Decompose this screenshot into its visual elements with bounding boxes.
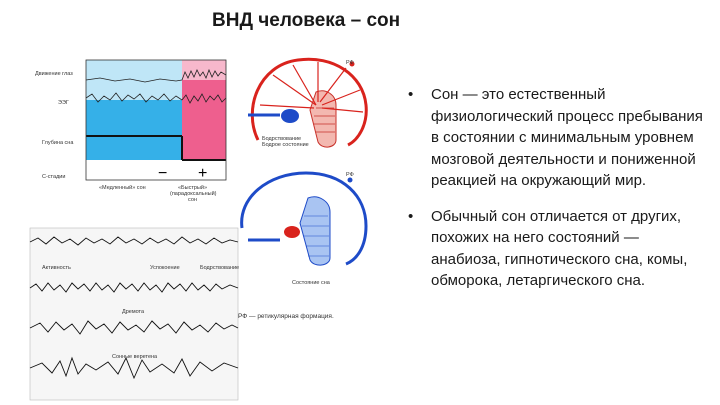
row-label-sleep-depth: Глубина сна [42, 140, 74, 146]
bullet-text-definition: Сон — это естественный физиологический процесс пребывания в состоянии с минимальным уровнем мозговой деятельности и пониженной реакцией на окружающий мир. [431, 86, 703, 189]
sleep-phase-diagram [80, 58, 230, 198]
eeg-label-activity: Активность [42, 265, 71, 271]
bullet-item [405, 84, 705, 192]
sign-minus: − [158, 165, 168, 182]
rf-label-awake: РФ [346, 60, 354, 66]
awake-state-label: Бодрствование Бодрое состояние [262, 136, 309, 148]
sleep-state-label: Состояние сна [292, 280, 330, 286]
bullet-text-comparison: Обычный сон отличается от других, похожих на него состояний — анабиоза, гипнотического сна, комы, обморока, летаргического сна. [431, 207, 688, 289]
bullet-dot: • [408, 86, 414, 103]
slide-title: ВНД человека – сон [212, 10, 401, 31]
phase-label-slow: «Медленный» сон [99, 185, 146, 191]
bullet-item [405, 206, 705, 292]
eeg-label-spindles: Сонные веретена [112, 354, 158, 360]
eeg-label-drowsy: Дремота [122, 309, 145, 315]
eeg-label-calm: Успокоение [150, 265, 180, 271]
bullet-dot: • [408, 207, 414, 225]
rf-label-sleep: РФ [346, 172, 354, 178]
brain-sleep-diagram [238, 168, 378, 278]
row-label-eeg: ЭЭГ [58, 100, 69, 106]
sign-plus: + [198, 165, 208, 182]
rf-legend: РФ — ретикулярная формация. [238, 313, 334, 320]
eeg-label-awake: Бодрствование [200, 265, 240, 271]
row-label-eye-movement: Движение глаз [35, 71, 73, 77]
row-label-stages: С-стадии [42, 174, 66, 180]
phase-label-fast: «Быстрый» (парадоксальный) сон [170, 185, 217, 203]
bullet-list [405, 84, 705, 292]
